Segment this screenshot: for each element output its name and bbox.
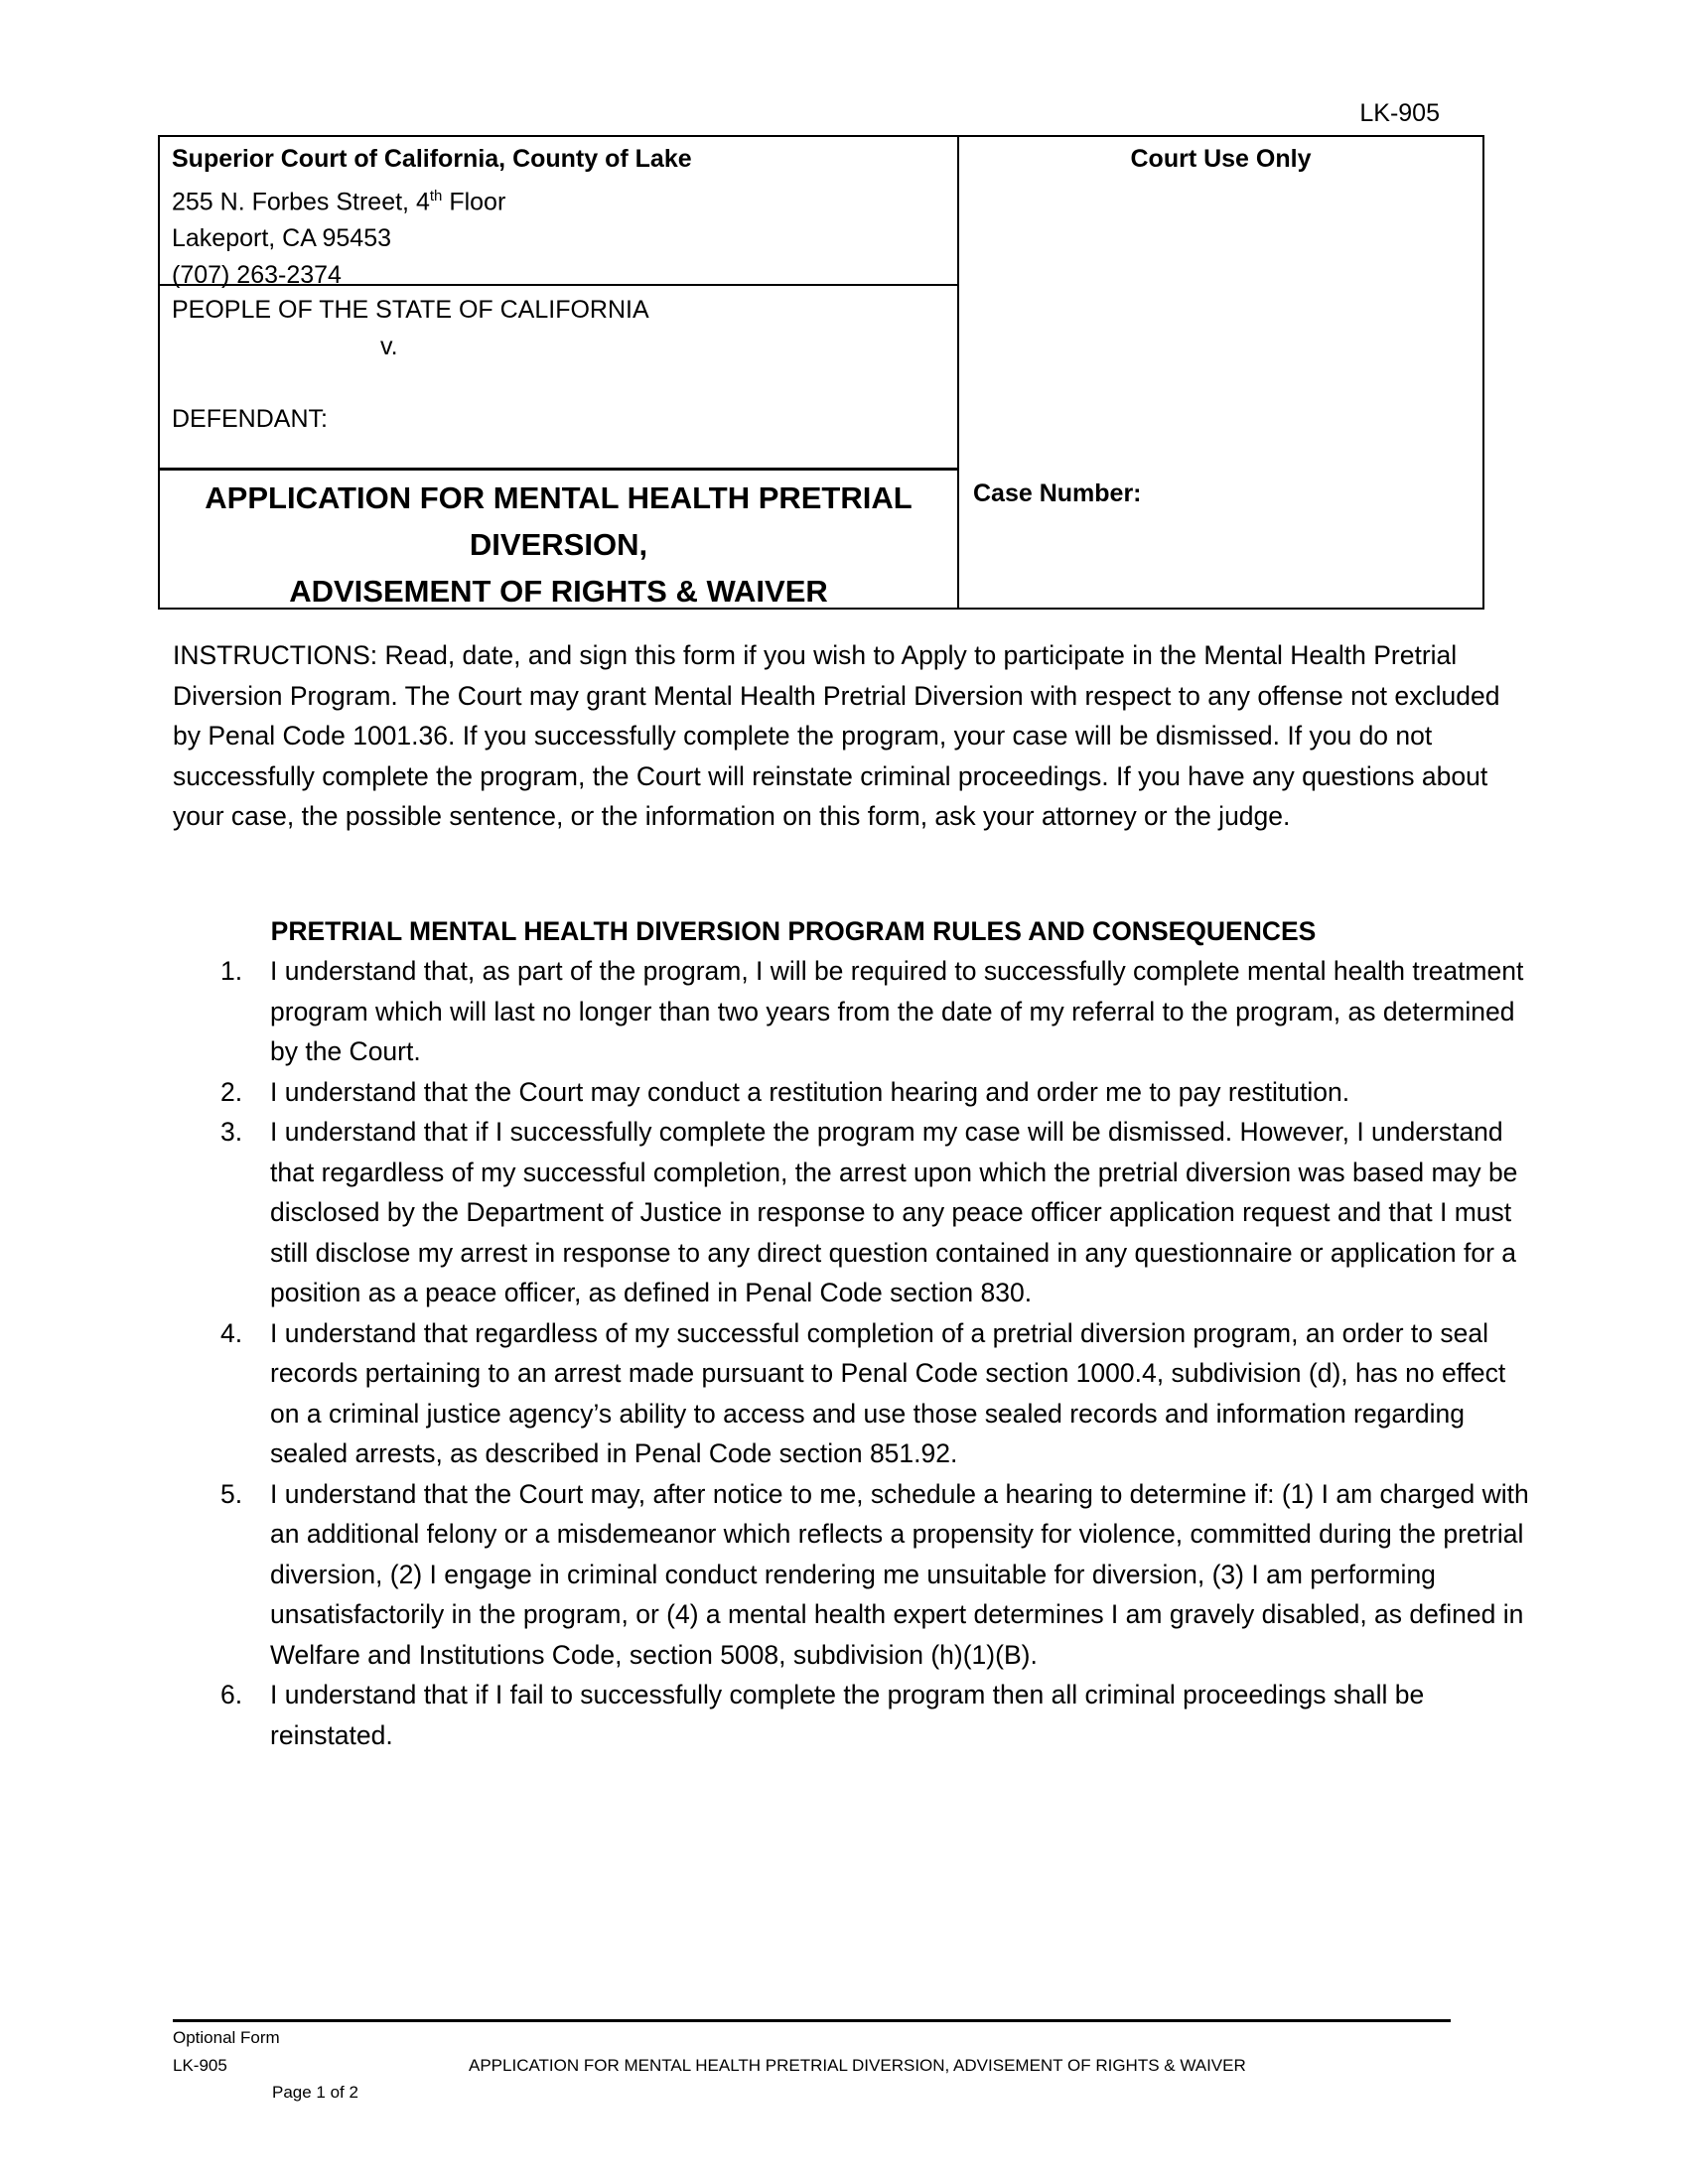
form-title [160, 471, 957, 608]
case-number-label: Case Number: [973, 479, 1142, 507]
list-item [220, 1675, 1531, 1755]
court-info [160, 137, 957, 290]
title-line-2: ADVISEMENT OF RIGHTS & WAIVER [289, 574, 828, 609]
footer-divider [173, 2019, 1451, 2022]
defendant-label: DEFENDANT: [172, 405, 328, 433]
item-text: I understand that the Court may conduct a restitution hearing and order me to pay restitution. [270, 1076, 1350, 1107]
plaintiff: PEOPLE OF THE STATE OF CALIFORNIA [172, 296, 649, 324]
address-text-end: Floor [442, 188, 506, 216]
item-number: 2. [220, 1076, 243, 1107]
rules-list [220, 951, 1531, 1755]
versus: v. [380, 333, 398, 360]
list-item [220, 1474, 1531, 1676]
caption-right-column [959, 137, 1482, 608]
item-text: I understand that regardless of my successful completion of a pretrial diversion program, an order to seal records pertaining to an arrest made pursuant to Penal Code section 1000.4, subdivision (d), has no effect on a criminal justice agency’s ability to access and use those sealed records and information regarding sealed arrests, as described in Penal Code section 851.92. [270, 1317, 1506, 1468]
address-superscript: th [429, 188, 443, 205]
footer-page: Page 1 of 2 [272, 2083, 358, 2102]
item-number: 6. [220, 1680, 243, 1709]
item-number: 5. [220, 1478, 243, 1509]
instructions: INSTRUCTIONS: Read, date, and sign this form if you wish to Apply to participate in the Mental Health Pretrial Diversion Program. The Court may grant Mental Health Pretrial Diversion with respect to any offense not excluded by Penal Code 1001.36. If you successfully complete the program, your case will be dismissed. If you do not successfully complete the program, the Court will reinstate criminal proceedings. If you have any questions about your case, the possible sentence, or the information on this form, ask your attorney or the judge. [173, 640, 1500, 831]
list-item [220, 1313, 1531, 1474]
footer-form-number: LK-905 [173, 2056, 227, 2075]
court-name: Superior Court of California, County of Lake [172, 145, 692, 173]
item-text: I understand that the Court may, after notice to me, schedule a hearing to determine if: (1) I am charged with an additional felony or a misdemeanor which reflects a propensity for violence, committed during the pretrial diversion, (2) I engage in criminal conduct rendering me unsuitable for diversion, (3) I am performing unsatisfactorily in the program, or (4) a mental health expert determines I am gravely disabled, as defined in Welfare and Institutions Code, section 5008, subdivision (h)(1)(B). [270, 1478, 1529, 1670]
list-item [220, 1072, 1531, 1113]
title-line-1: APPLICATION FOR MENTAL HEALTH PRETRIAL DIVERSION, [205, 480, 913, 562]
list-item [220, 1112, 1531, 1313]
caption-left-column [160, 137, 959, 608]
form-number: LK-905 [1359, 99, 1440, 127]
court-address [172, 178, 945, 220]
address-text: 255 N. Forbes Street, 4 [172, 188, 430, 216]
item-text: I understand that if I fail to successfully complete the program then all criminal proceedings shall be reinstated. [270, 1680, 1425, 1750]
footer-title: APPLICATION FOR MENTAL HEALTH PRETRIAL DIVERSION, ADVISEMENT OF RIGHTS & WAIVER [469, 2056, 1246, 2075]
item-text: I understand that if I successfully complete the program my case will be dismissed. However, I understand that regardless of my successful completion, the arrest upon which the pretrial diversion was based may be disclosed by the Department of Justice in response to any peace officer application request and that I must still disclose my arrest in response to any direct question contained in any questionnaire or application for a position as a peace officer, as defined in Penal Code section 830. [270, 1117, 1518, 1307]
item-number: 1. [220, 956, 243, 986]
item-number: 4. [220, 1317, 243, 1348]
item-number: 3. [220, 1117, 243, 1147]
court-use-only: Court Use Only [1130, 145, 1312, 173]
footer-optional: Optional Form [173, 2028, 280, 2047]
court-city: Lakeport, CA 95453 [172, 224, 391, 253]
rules-heading: PRETRIAL MENTAL HEALTH DIVERSION PROGRAM RULES AND CONSEQUENCES [270, 916, 1317, 946]
caption-table [158, 135, 1484, 610]
item-text: I understand that, as part of the program, I will be required to successfully complete mental health treatment program which will last no longer than two years from the date of my referral to the program, as determined by the Court. [270, 956, 1524, 1066]
court-phone: (707) 263-2374 [172, 261, 342, 290]
list-item [220, 951, 1531, 1072]
parties-box [160, 286, 957, 471]
